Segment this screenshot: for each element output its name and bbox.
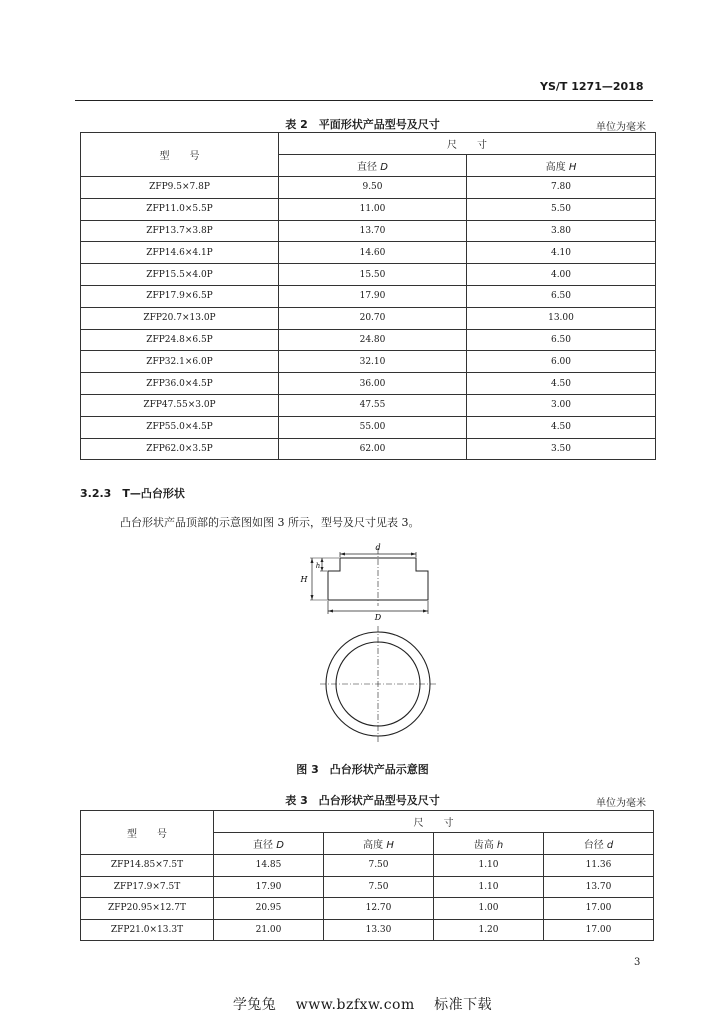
cell-d: 15.50 bbox=[279, 264, 467, 286]
cell-d: 36.00 bbox=[279, 373, 467, 395]
table-row bbox=[81, 285, 656, 307]
cell-d: 13.70 bbox=[544, 876, 654, 898]
table3-caption: 表 3 凸台形状产品型号及尺寸 bbox=[285, 794, 440, 807]
symbol-text: H bbox=[386, 840, 394, 851]
table3 bbox=[80, 810, 654, 941]
table-row bbox=[81, 919, 654, 941]
cell-h: 7.80 bbox=[467, 177, 656, 199]
cell-d: 11.00 bbox=[279, 198, 467, 220]
table2-body bbox=[81, 177, 656, 460]
table-row bbox=[81, 329, 656, 351]
cell-h: 13.00 bbox=[467, 307, 656, 329]
cell-d: 14.60 bbox=[279, 242, 467, 264]
cell-h: 3.80 bbox=[467, 220, 656, 242]
section-text: 凸台形状产品顶部的示意图如图 3 所示，型号及尺寸见表 3。 bbox=[120, 516, 420, 529]
cell-H: 7.50 bbox=[324, 876, 434, 898]
table-row bbox=[81, 394, 656, 416]
standard-code: YS/T 1271—2018 bbox=[540, 80, 644, 93]
symbol-text: D bbox=[276, 840, 284, 851]
cell-h: 1.10 bbox=[434, 876, 544, 898]
table-row bbox=[81, 855, 654, 877]
cell-model: ZFP17.9×7.5T bbox=[81, 876, 214, 898]
table3-header-height bbox=[324, 833, 434, 855]
cell-model: ZFP9.5×7.8P bbox=[81, 177, 279, 199]
figure3-diagram bbox=[290, 538, 450, 753]
table2 bbox=[80, 132, 656, 460]
cell-model: ZFP24.8×6.5P bbox=[81, 329, 279, 351]
cell-d: 47.55 bbox=[279, 394, 467, 416]
cell-h: 5.50 bbox=[467, 198, 656, 220]
label-d: d bbox=[375, 543, 381, 552]
label-H: H bbox=[300, 575, 308, 584]
symbol-text: h bbox=[496, 840, 504, 851]
table2-caption: 表 2 平面形状产品型号及尺寸 bbox=[285, 118, 440, 131]
figure3-caption: 图 3 凸台形状产品示意图 bbox=[296, 763, 429, 776]
table-row bbox=[81, 898, 654, 920]
label-text: 台径 bbox=[583, 840, 604, 851]
cell-h: 4.10 bbox=[467, 242, 656, 264]
cell-model: ZFP36.0×4.5P bbox=[81, 373, 279, 395]
table-row bbox=[81, 198, 656, 220]
cell-h: 1.20 bbox=[434, 919, 544, 941]
cell-h: 1.00 bbox=[434, 898, 544, 920]
cell-model: ZFP62.0×3.5P bbox=[81, 438, 279, 460]
cell-model: ZFP11.0×5.5P bbox=[81, 198, 279, 220]
cell-model: ZFP55.0×4.5P bbox=[81, 416, 279, 438]
table2-header-model: 型 号 bbox=[81, 133, 279, 177]
cell-d: 55.00 bbox=[279, 416, 467, 438]
cell-h: 6.00 bbox=[467, 351, 656, 373]
cell-d: 17.90 bbox=[279, 285, 467, 307]
table2-unit: 单位为毫米 bbox=[596, 122, 646, 133]
label-D: D bbox=[374, 613, 382, 622]
cell-d: 9.50 bbox=[279, 177, 467, 199]
cell-h: 6.50 bbox=[467, 329, 656, 351]
cell-d: 17.00 bbox=[544, 898, 654, 920]
page-number: 3 bbox=[634, 957, 641, 968]
cell-model: ZFP20.7×13.0P bbox=[81, 307, 279, 329]
cell-H: 12.70 bbox=[324, 898, 434, 920]
cell-h: 3.50 bbox=[467, 438, 656, 460]
cell-d: 11.36 bbox=[544, 855, 654, 877]
cell-D: 21.00 bbox=[214, 919, 324, 941]
table-row bbox=[81, 351, 656, 373]
table-row bbox=[81, 264, 656, 286]
cell-h: 4.50 bbox=[467, 373, 656, 395]
cell-H: 13.30 bbox=[324, 919, 434, 941]
label-text: 直径 bbox=[357, 162, 378, 173]
symbol-text: H bbox=[568, 162, 577, 173]
table-row bbox=[81, 416, 656, 438]
footer-watermark: 学兔兔 www.bzfxw.com 标准下载 bbox=[232, 997, 493, 1013]
table3-unit: 单位为毫米 bbox=[596, 798, 646, 809]
cell-d: 13.70 bbox=[279, 220, 467, 242]
cell-h: 6.50 bbox=[467, 285, 656, 307]
header-rule bbox=[75, 100, 653, 101]
cell-model: ZFP32.1×6.0P bbox=[81, 351, 279, 373]
table3-header-diameter bbox=[214, 833, 324, 855]
cell-d: 62.00 bbox=[279, 438, 467, 460]
table2-header-size: 尺 寸 bbox=[279, 133, 656, 155]
table3-header-model: 型 号 bbox=[81, 811, 214, 855]
table-row bbox=[81, 438, 656, 460]
table3-header-boss-diameter bbox=[544, 833, 654, 855]
cell-D: 17.90 bbox=[214, 876, 324, 898]
cell-h: 4.00 bbox=[467, 264, 656, 286]
cell-model: ZFP14.6×4.1P bbox=[81, 242, 279, 264]
cell-d: 17.00 bbox=[544, 919, 654, 941]
cell-d: 32.10 bbox=[279, 351, 467, 373]
table3-body bbox=[81, 855, 654, 941]
cell-D: 14.85 bbox=[214, 855, 324, 877]
cell-h: 1.10 bbox=[434, 855, 544, 877]
cell-H: 7.50 bbox=[324, 855, 434, 877]
cell-h: 3.00 bbox=[467, 394, 656, 416]
cell-model: ZFP13.7×3.8P bbox=[81, 220, 279, 242]
cell-D: 20.95 bbox=[214, 898, 324, 920]
table-row bbox=[81, 177, 656, 199]
cell-h: 4.50 bbox=[467, 416, 656, 438]
symbol-text: D bbox=[380, 162, 388, 173]
cell-model: ZFP14.85×7.5T bbox=[81, 855, 214, 877]
symbol-text: d bbox=[606, 840, 614, 851]
section-heading: 3.2.3 T—凸台形状 bbox=[80, 487, 185, 500]
cell-model: ZFP15.5×4.0P bbox=[81, 264, 279, 286]
cell-model: ZFP17.9×6.5P bbox=[81, 285, 279, 307]
table3-header-tooth-height bbox=[434, 833, 544, 855]
label-text: 直径 bbox=[253, 840, 274, 851]
table3-header-size: 尺 寸 bbox=[214, 811, 654, 833]
table2-header-height bbox=[467, 155, 656, 177]
label-text: 高度 bbox=[363, 840, 384, 851]
cell-d: 24.80 bbox=[279, 329, 467, 351]
label-text: 齿高 bbox=[473, 840, 494, 851]
cell-model: ZFP20.95×12.7T bbox=[81, 898, 214, 920]
cell-model: ZFP47.55×3.0P bbox=[81, 394, 279, 416]
cell-d: 20.70 bbox=[279, 307, 467, 329]
table2-header-diameter bbox=[279, 155, 467, 177]
table-row bbox=[81, 876, 654, 898]
label-h: h bbox=[315, 562, 321, 570]
label-text: 高度 bbox=[545, 162, 566, 173]
table-row bbox=[81, 242, 656, 264]
table-row bbox=[81, 373, 656, 395]
table-row bbox=[81, 220, 656, 242]
table-row bbox=[81, 307, 656, 329]
cell-model: ZFP21.0×13.3T bbox=[81, 919, 214, 941]
